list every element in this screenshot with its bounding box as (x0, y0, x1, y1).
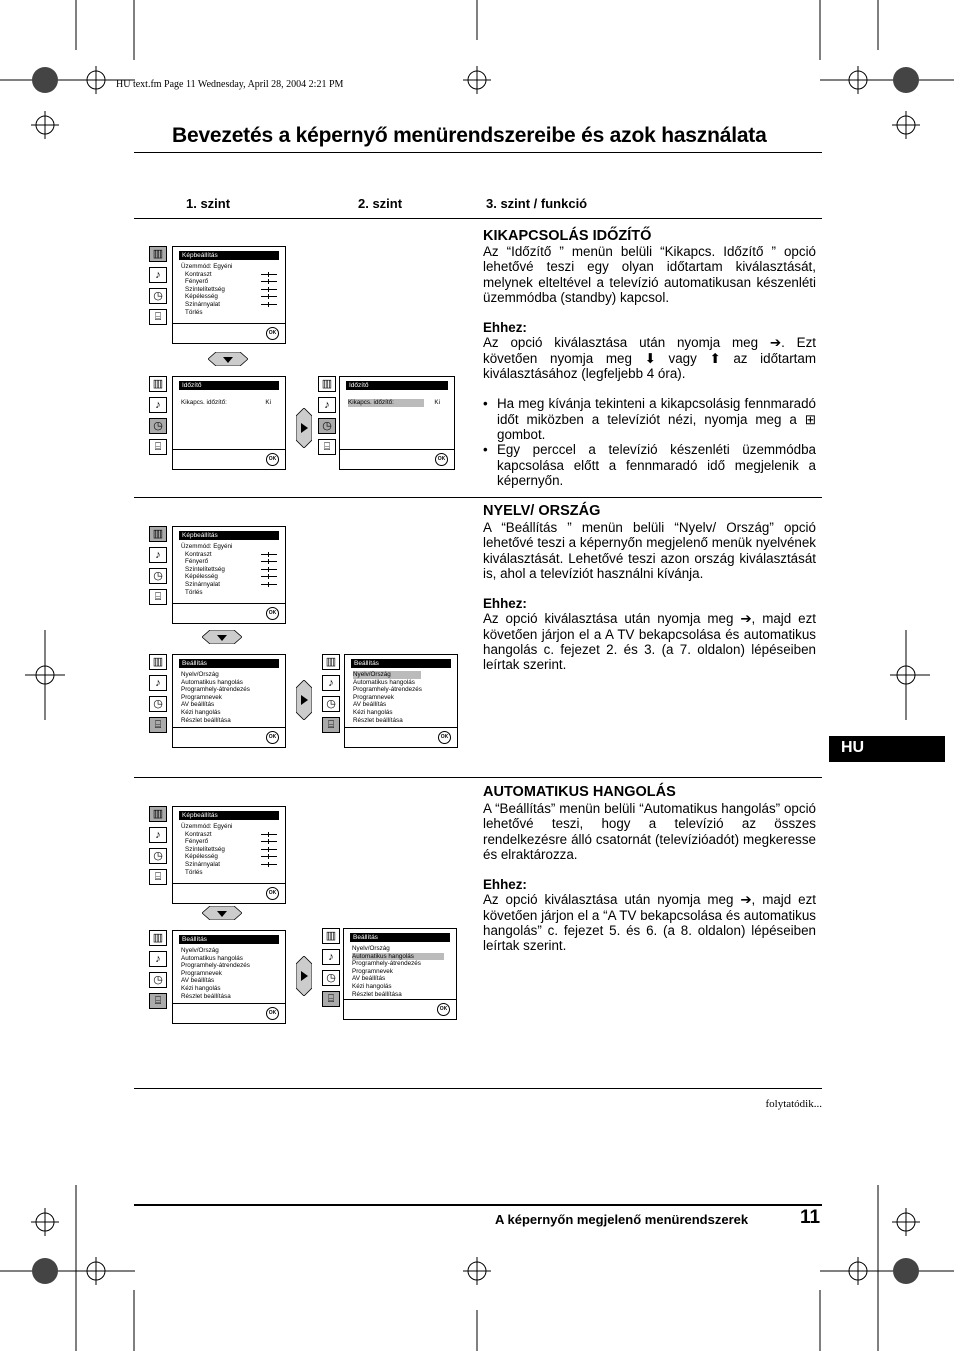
timer-menu-icon: ◷ (149, 288, 167, 304)
menu-item: AV beállítás (181, 701, 215, 709)
menu-title: Képbeállítás (179, 251, 279, 260)
section-step: Az opció kiválasztása után nyomja meg ➔, majd ezt követően járjon el a A TV bekapcsolása és automatikus hangolás c. fejezet 2. és 3. (a 7. oldalon) lépéseiben leírtak szerint. (483, 611, 816, 673)
menu-item: Képélesség (185, 573, 218, 581)
timer-menu-icon: ◷ (149, 848, 167, 864)
section-title: NYELV/ ORSZÁG (483, 503, 601, 519)
timer-menu-icon: ◷ (318, 418, 336, 434)
ok-icon: OK (266, 607, 279, 620)
sound-menu-icon: ♪ (149, 827, 167, 843)
menu-item: Törlés (185, 588, 203, 596)
menu-item: Programnevek (352, 967, 393, 975)
sound-menu-icon: ♪ (149, 267, 167, 283)
menu-item: Nyelv/Ország (181, 671, 219, 678)
menu-title: Időzítő (179, 381, 279, 390)
menu-item: Nyelv/Ország (181, 947, 219, 954)
picture-menu-icon: ▥ (322, 654, 340, 670)
menu-item: Kézi hangolás (181, 708, 221, 716)
ok-icon: OK (435, 453, 448, 466)
setup-menu-icon: ⌸ (149, 993, 167, 1009)
picture-menu-icon: ▥ (149, 526, 167, 542)
picture-menu-icon: ▥ (322, 928, 340, 944)
setup-menu-icon: ⌸ (149, 589, 167, 605)
section-step: Az opció kiválasztása után nyomja meg ➔, majd ezt követően járjon el a “A TV bekapcsolása és automatikus hangolás” c. fejezet 5. és 6. (a 8. oldalon) lépéseiben leírtak szerint. (483, 892, 816, 954)
column-heading-level2: 2. szint (358, 196, 403, 211)
menu-item: Kézi hangolás (352, 982, 392, 990)
section-intro: A “Beállítás” menün belüli “Automatikus hangolás” opció lehetővé teszi, hogy a televízió az összes rendelkezésre álló csatornát (televízióadót) megkeresse és elraktározza. (483, 801, 816, 862)
language-tab: HU (829, 736, 945, 762)
menu-item-highlighted: Kikapcs. időzítő: (348, 399, 424, 407)
menu-item: AV beállítás (352, 975, 386, 983)
title-rule (134, 152, 822, 153)
column-heading-level3: 3. szint / funkció (486, 196, 588, 211)
page-number: 11 (800, 1207, 821, 1228)
picture-menu (172, 246, 286, 344)
picture-menu (172, 526, 286, 624)
sound-menu-icon: ♪ (149, 547, 167, 563)
print-header: HU text.fm Page 11 Wednesday, April 28, 2004 2:21 PM (116, 79, 344, 90)
ok-icon: OK (266, 453, 279, 466)
section-title: KIKAPCSOLÁS IDŐZÍTŐ (483, 228, 652, 244)
picture-menu-icon: ▥ (149, 930, 167, 946)
menu-item: Programnevek (181, 693, 222, 701)
sound-menu-icon: ♪ (322, 949, 340, 965)
menu-value: Ki (265, 399, 271, 406)
menu-title: Képbeállítás (179, 531, 279, 540)
menu-item: Részlet beállítása (181, 716, 231, 724)
section-timer-diagram (148, 240, 468, 480)
menu-item: Részlet beállítása (181, 992, 231, 1000)
picture-menu-icon: ▥ (149, 246, 167, 262)
menu-item: Kontraszt (185, 550, 212, 558)
menu-item: AV beállítás (353, 701, 387, 709)
setup-menu-icon: ⌸ (149, 309, 167, 325)
menu-item: Kontraszt (185, 270, 212, 278)
menu-title: Időzítő (346, 381, 448, 390)
menu-item-highlighted: Automatikus hangolás (352, 953, 444, 961)
timer-menu-icon: ◷ (322, 696, 340, 712)
menu-title: Beállítás (179, 935, 279, 944)
menu-item: Részlet beállítása (353, 716, 403, 724)
sound-menu-icon: ♪ (149, 951, 167, 967)
setup-menu-selected (344, 654, 458, 748)
timer-menu-icon: ◷ (149, 696, 167, 712)
picture-menu-icon: ▥ (318, 376, 336, 392)
bullet-item: • Ha meg kívánja tekinteni a kikapcsolásig fennmaradó időt miközben a televíziót nézi, nyomja meg a ⊞ gombot. (483, 396, 816, 442)
ok-icon: OK (438, 731, 451, 744)
menu-item: Automatikus hangolás (181, 678, 243, 686)
ok-icon: OK (266, 327, 279, 340)
picture-menu-icon: ▥ (149, 654, 167, 670)
menu-item: Kézi hangolás (181, 984, 221, 992)
picture-menu (172, 806, 286, 904)
timer-menu-icon: ◷ (149, 568, 167, 584)
footer-title: A képernyőn megjelenő menürendszerek (495, 1212, 749, 1227)
ehhez-label: Ehhez: (483, 596, 527, 612)
section-intro: Az “Időzítő ” menün belüli “Kikapcs. Időzítő ” opció lehetővé teszi egy olyan időtartam kiválasztását, melynek elteltével a televízió automatikusan készenléti üzemmódba (standby) kapcsol. (483, 244, 816, 305)
picture-menu-icon: ▥ (149, 806, 167, 822)
timer-menu-icon: ◷ (149, 972, 167, 988)
menu-item: Fényerő (185, 278, 209, 286)
section-divider (134, 497, 822, 498)
menu-item: AV beállítás (181, 977, 215, 985)
menu-value: Ki (434, 399, 440, 406)
ehhez-label: Ehhez: (483, 877, 527, 893)
menu-item: Színtelítettség (185, 565, 225, 573)
arrow-right-icon (296, 680, 312, 720)
footer-rule (134, 1204, 822, 1206)
setup-menu-icon: ⌸ (149, 717, 167, 733)
menu-item: Színárnyalat (185, 300, 221, 308)
ehhez-label: Ehhez: (483, 320, 527, 336)
setup-menu (172, 654, 286, 748)
menu-item: Üzemmód: Egyéni (181, 823, 233, 830)
setup-menu-icon: ⌸ (149, 439, 167, 455)
section-body (483, 520, 816, 673)
menu-item: Programhely-átrendezés (353, 686, 422, 694)
menu-item: Színtelítettség (185, 845, 225, 853)
arrow-down-icon (202, 630, 242, 644)
menu-item: Programnevek (353, 693, 394, 701)
setup-menu-icon: ⌸ (318, 439, 336, 455)
arrow-right-icon (296, 956, 312, 996)
menu-item: Színárnyalat (185, 860, 221, 868)
section-body (483, 244, 816, 488)
menu-item: Üzemmód: Egyéni (181, 543, 233, 550)
section-divider (134, 1088, 822, 1089)
continued-note: folytatódik... (765, 1098, 822, 1110)
menu-item: Kézi hangolás (353, 708, 393, 716)
menu-item: Képélesség (185, 293, 218, 301)
menu-item: Színtelítettség (185, 285, 225, 293)
menu-item: Kontraszt (185, 830, 212, 838)
menu-item: Törlés (185, 308, 203, 316)
menu-item: Programhely-átrendezés (181, 962, 250, 970)
menu-title: Beállítás (179, 659, 279, 668)
sound-menu-icon: ♪ (149, 675, 167, 691)
menu-title: Beállítás (351, 659, 451, 668)
setup-menu-selected (343, 928, 457, 1020)
section-intro: A “Beállítás ” menün belüli “Nyelv/ Ország” opció lehetővé teszi a képernyőn megjelenő menük nyelvének kiválasztását. Lehetővé teszi azon ország kiválasztását is, ahol a televíziót használni kívánja. (483, 520, 816, 581)
section-title: AUTOMATIKUS HANGOLÁS (483, 784, 676, 800)
bullet-item: • Egy perccel a televízió készenléti üzemmódba kapcsolása előtt a fennmaradó idő megjelenik a képernyőn. (483, 442, 816, 488)
menu-item: Törlés (185, 868, 203, 876)
menu-item: Nyelv/Ország (352, 945, 390, 952)
menu-item: Üzemmód: Egyéni (181, 263, 233, 270)
arrow-right-icon (296, 408, 312, 448)
menu-item: Automatikus hangolás (181, 954, 243, 962)
setup-menu-icon: ⌸ (322, 717, 340, 733)
arrow-down-icon (202, 906, 242, 920)
ok-icon: OK (437, 1003, 450, 1016)
menu-item: Részlet beállítása (352, 990, 402, 998)
menu-title: Beállítás (350, 933, 450, 942)
page-title: Bevezetés a képernyő menürendszereibe és azok használata (172, 124, 767, 147)
column-heading-level1: 1. szint (186, 196, 231, 211)
menu-item: Programhely-átrendezés (352, 960, 421, 968)
arrow-down-icon (208, 352, 248, 366)
setup-menu (172, 930, 286, 1024)
section-divider (134, 777, 822, 778)
ok-icon: OK (266, 1007, 279, 1020)
sound-menu-icon: ♪ (318, 397, 336, 413)
timer-menu-icon: ◷ (149, 418, 167, 434)
menu-item: Programnevek (181, 969, 222, 977)
menu-item: Kikapcs. időzítő: (181, 399, 227, 406)
menu-item: Automatikus hangolás (353, 678, 415, 686)
section-language-diagram (148, 520, 468, 760)
picture-menu-icon: ▥ (149, 376, 167, 392)
timer-menu (172, 376, 286, 470)
timer-menu-icon: ◷ (322, 970, 340, 986)
header-rule (134, 218, 822, 219)
section-autotune-diagram (148, 800, 468, 1040)
ok-icon: OK (266, 731, 279, 744)
timer-menu-selected (339, 376, 455, 470)
menu-item: Színárnyalat (185, 580, 221, 588)
menu-item: Programhely-átrendezés (181, 686, 250, 694)
sound-menu-icon: ♪ (322, 675, 340, 691)
menu-title: Képbeállítás (179, 811, 279, 820)
section-body (483, 801, 816, 954)
menu-item: Fényerő (185, 838, 209, 846)
menu-item: Fényerő (185, 558, 209, 566)
setup-menu-icon: ⌸ (322, 991, 340, 1007)
sound-menu-icon: ♪ (149, 397, 167, 413)
setup-menu-icon: ⌸ (149, 869, 167, 885)
menu-item: Képélesség (185, 853, 218, 861)
ok-icon: OK (266, 887, 279, 900)
menu-item-highlighted: Nyelv/Ország (353, 671, 421, 679)
section-step: Az opció kiválasztása után nyomja meg ➔. Ezt követően nyomja meg ⬇ vagy ⬆ az időtartam kiválasztásához (legfeljebb 4 óra). (483, 335, 816, 382)
